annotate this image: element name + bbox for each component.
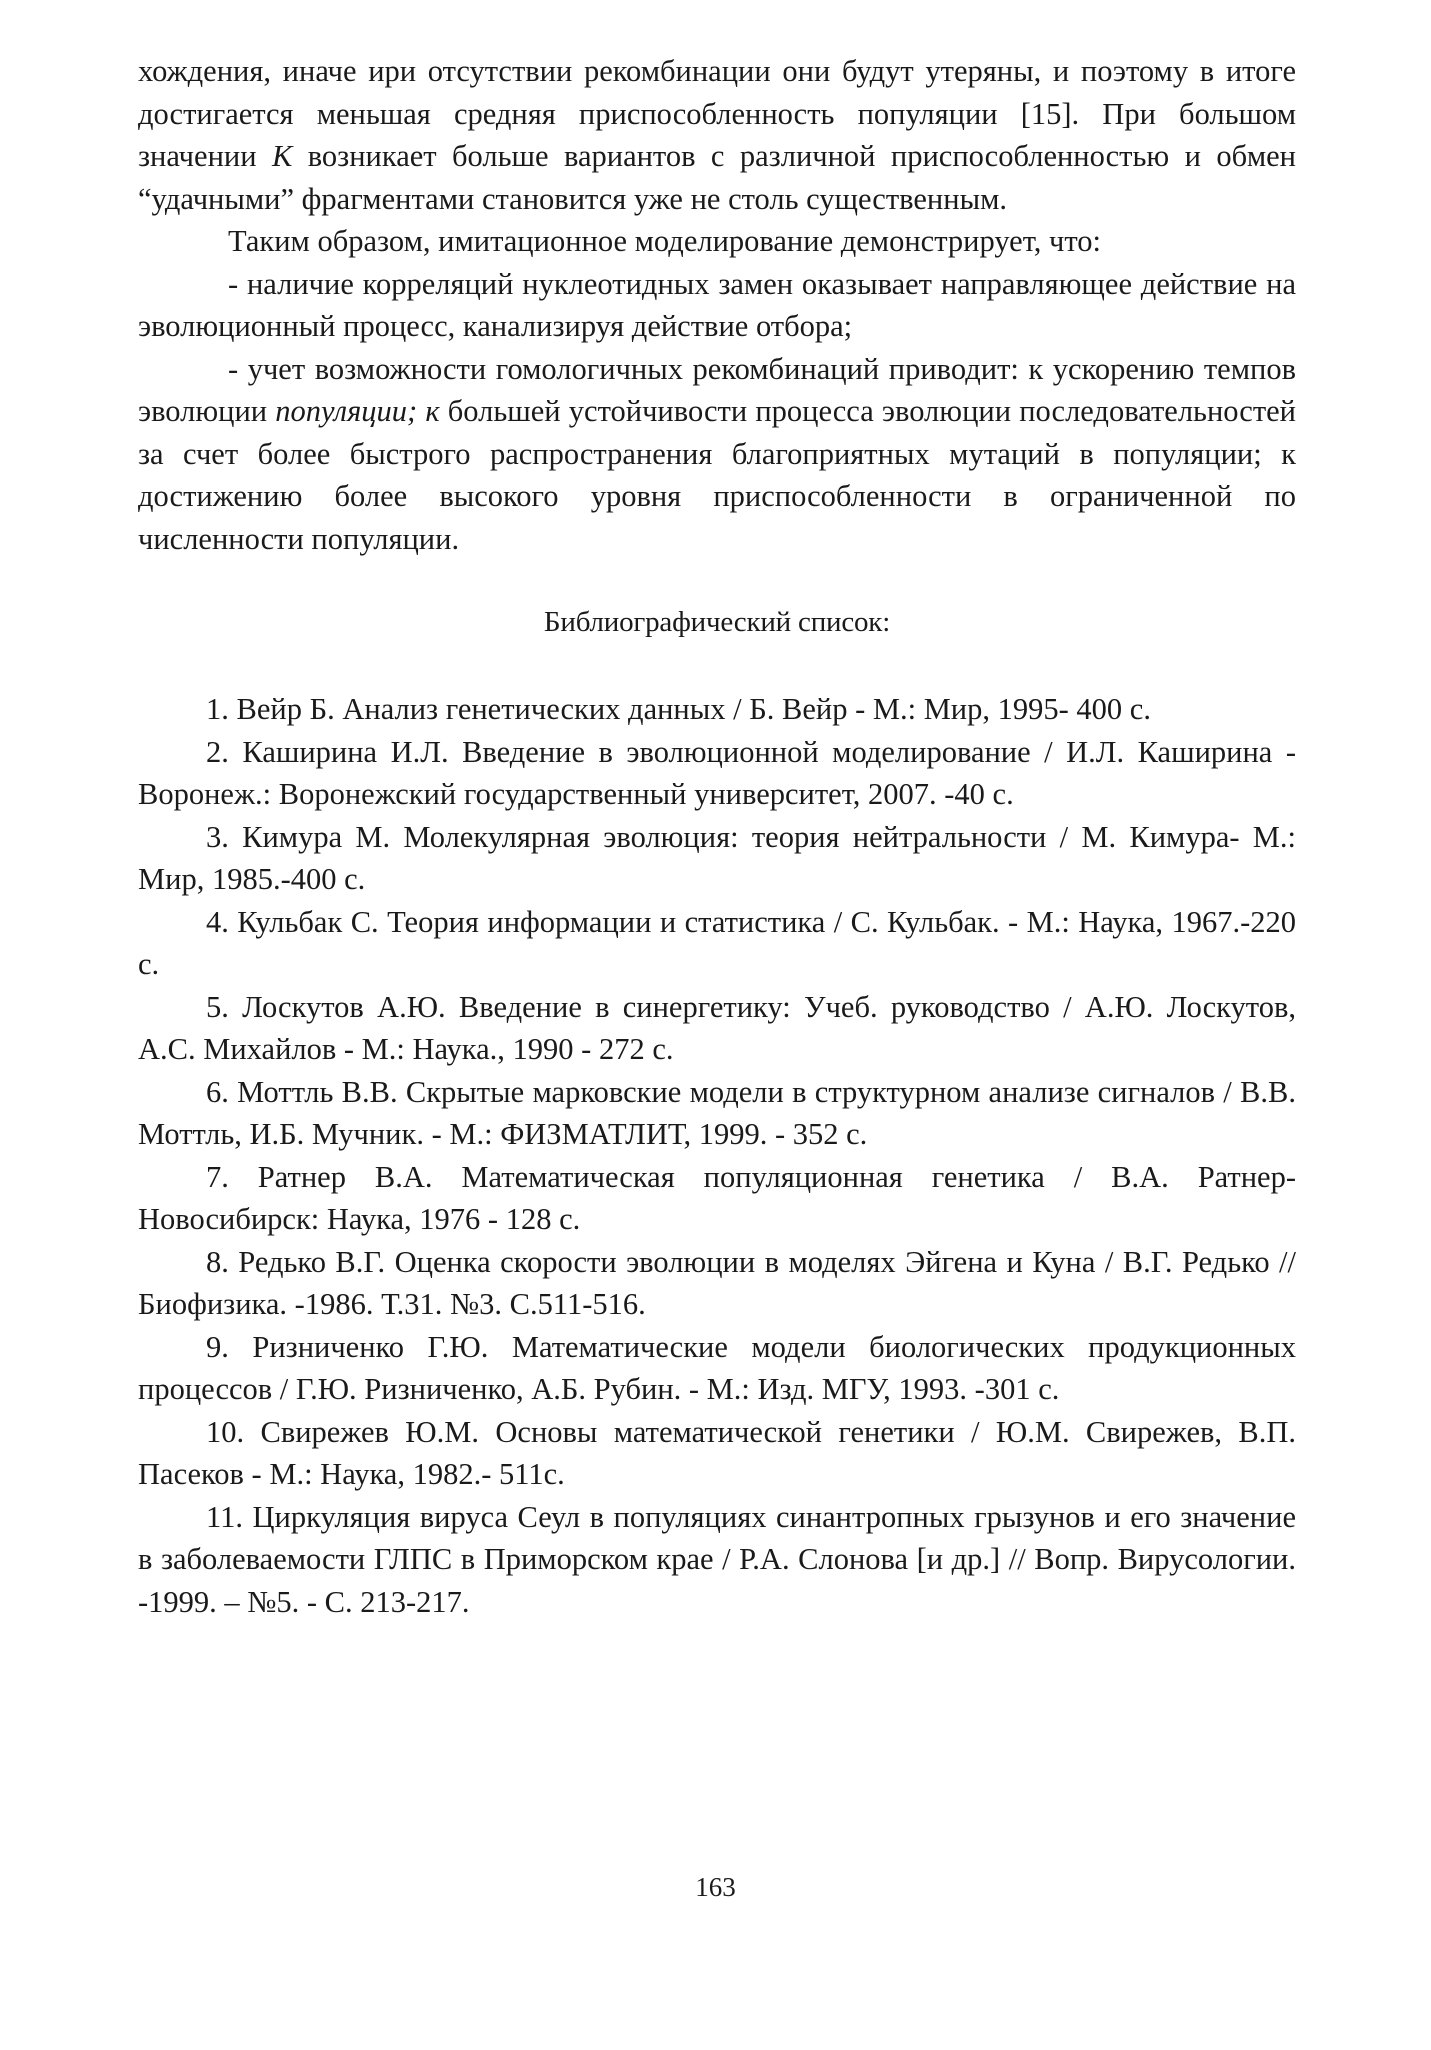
page-number: 163 <box>695 1872 736 1902</box>
bibliography-item: 7. Ратнер В.А. Математическая популяционная генетика / В.А. Ратнер-Новосибирск: Наука, 1976 - 128 с. <box>138 1159 1296 1236</box>
bibliography-list <box>138 688 1296 1623</box>
bullet-2-text-a: - учет возможности гомологичных рекомбинаций приводит: к ускорению темпов эволюции <box>138 351 1296 428</box>
paragraph-2: Таким образом, имитационное моделирование демонстрирует, что: <box>228 224 1101 258</box>
bibliography-item: 3. Кимура М. Молекулярная эволюция: теория нейтральности / М. Кимура- М.: Мир, 1985.-400 с. <box>138 819 1296 896</box>
paragraph-1-text-a: хождения, иначе ири отсутствии рекомбинации они будут утеряны, и поэтому в итоге достигается меньшая средняя приспособленность популяции [15]. При большом значении <box>138 54 1296 173</box>
variable-k: K <box>271 139 293 173</box>
bibliography-item: 8. Редько В.Г. Оценка скорости эволюции в моделях Эйгена и Куна / В.Г. Редько // Биофизика. -1986. Т.31. №3. С.511-516. <box>138 1244 1296 1321</box>
bibliography-item: 9. Ризниченко Г.Ю. Математические модели биологических продукционных процессов / Г.Ю. Ризниченко, А.Б. Рубин. - М.: Изд. МГУ, 1993. -301 с. <box>138 1329 1296 1406</box>
bibliography-item: 2. Каширина И.Л. Введение в эволюционной моделирование / И.Л. Каширина - Воронеж.: Воронежский государственный университет, 2007. -40 с. <box>138 734 1296 811</box>
bibliography-item: 10. Свирежев Ю.М. Основы математической генетики / Ю.М. Свирежев, В.П. Пасеков - М.: Наука, 1982.- 511с. <box>138 1414 1296 1491</box>
bibliography-item: 4. Кульбак С. Теория информации и статистика / С. Кульбак. - М.: Наука, 1967.-220 с. <box>138 904 1296 981</box>
bullet-2-text-b: большей устойчивости процесса эволюции последовательностей за счет более быстрого распространения благоприятных мутаций в популяции; к достижению более высокого уровня приспособленности в ограниченной по численности популяции. <box>138 394 1297 556</box>
paragraph-1 <box>138 50 1296 220</box>
paragraph-1-text-b: возникает больше вариантов с различной приспособленностью и обмен “удачными” фрагментами становится уже не столь существенным. <box>138 139 1296 216</box>
bibliography-item: 11. Циркуляция вируса Сеул в популяциях синантропных грызунов и его значение в заболеваемости ГЛПС в Приморском крае / Р.А. Слонова [и др.] // Вопр. Вирусологии. -1999. – №5. - С. 213-217. <box>138 1499 1296 1619</box>
bibliography-item: 6. Моттль В.В. Скрытые марковские модели в структурном анализе сигналов / В.В. Моттль, И.Б. Мучник. - М.: ФИЗМАТЛИТ, 1999. - 352 с. <box>138 1074 1296 1151</box>
bibliography-heading: Библиографический список: <box>543 606 891 638</box>
bullet-item-1: - наличие корреляций нуклеотидных замен оказывает направляющее действие на эволюционный процесс, канализируя действие отбора; <box>138 266 1296 343</box>
bullet-2-italic: популяции; к <box>275 394 440 428</box>
bullet-item-2 <box>138 348 1296 561</box>
bibliography-item: 1. Вейр Б. Анализ генетических данных / Б. Вейр - М.: Мир, 1995- 400 с. <box>206 692 1151 726</box>
bibliography-item: 5. Лоскутов А.Ю. Введение в синергетику: Учеб. руководство / А.Ю. Лоскутов, А.С. Михайлов - М.: Наука., 1990 - 272 с. <box>138 989 1296 1066</box>
